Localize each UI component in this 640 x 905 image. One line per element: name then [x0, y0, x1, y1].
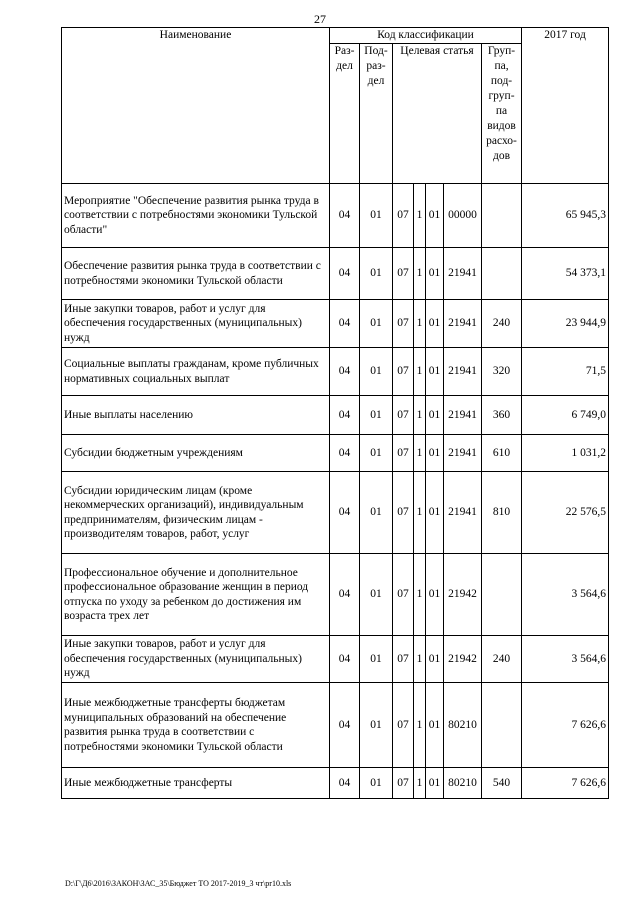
cell-cs1: 07: [393, 554, 414, 636]
cell-amount: 3 564,6: [522, 636, 609, 683]
cell-cs1: 07: [393, 636, 414, 683]
table-row: [62, 768, 609, 799]
cell-cs2: 1: [414, 435, 426, 472]
cell-cs4: 80210: [444, 768, 482, 799]
cell-podrazdel: 01: [360, 683, 393, 768]
cell-amount: 7 626,6: [522, 768, 609, 799]
cell-amount: 65 945,3: [522, 184, 609, 248]
cell-podrazdel: 01: [360, 184, 393, 248]
cell-name: Профессиональное обучение и дополнительное профессиональное образование женщин в период отпуска по уходу за ребенком до достижения им возраста трех лет: [62, 554, 330, 636]
header-name: Наименование: [62, 28, 330, 184]
cell-podrazdel: 01: [360, 300, 393, 348]
cell-cs2: 1: [414, 396, 426, 435]
table-row: [62, 396, 609, 435]
cell-podrazdel: 01: [360, 768, 393, 799]
header-subsection: Под- раз- дел: [360, 44, 393, 184]
cell-vid: 240: [482, 636, 522, 683]
cell-name: Социальные выплаты гражданам, кроме публичных нормативных социальных выплат: [62, 348, 330, 396]
cell-razdel: 04: [330, 683, 360, 768]
cell-podrazdel: 01: [360, 396, 393, 435]
table-row: [62, 435, 609, 472]
cell-cs3: 01: [426, 348, 444, 396]
cell-cs2: 1: [414, 184, 426, 248]
cell-name: Субсидии бюджетным учреждениям: [62, 435, 330, 472]
cell-razdel: 04: [330, 184, 360, 248]
cell-razdel: 04: [330, 636, 360, 683]
cell-amount: 22 576,5: [522, 472, 609, 554]
cell-cs2: 1: [414, 300, 426, 348]
cell-cs4: 21941: [444, 396, 482, 435]
header-year: 2017 год: [522, 28, 609, 184]
cell-amount: 7 626,6: [522, 683, 609, 768]
cell-cs2: 1: [414, 248, 426, 300]
table-body: [62, 184, 609, 799]
cell-cs2: 1: [414, 636, 426, 683]
table-row: [62, 184, 609, 248]
table-row: [62, 636, 609, 683]
cell-podrazdel: 01: [360, 636, 393, 683]
cell-razdel: 04: [330, 396, 360, 435]
cell-cs4: 21941: [444, 348, 482, 396]
cell-cs3: 01: [426, 636, 444, 683]
cell-vid: 360: [482, 396, 522, 435]
cell-cs1: 07: [393, 300, 414, 348]
cell-cs4: 21941: [444, 248, 482, 300]
cell-vid: 320: [482, 348, 522, 396]
cell-cs3: 01: [426, 396, 444, 435]
table-header: [62, 28, 609, 184]
cell-amount: 3 564,6: [522, 554, 609, 636]
cell-podrazdel: 01: [360, 248, 393, 300]
header-target: Целевая статья: [393, 44, 482, 184]
cell-vid: [482, 683, 522, 768]
cell-amount: 6 749,0: [522, 396, 609, 435]
cell-cs3: 01: [426, 554, 444, 636]
cell-cs1: 07: [393, 348, 414, 396]
cell-razdel: 04: [330, 300, 360, 348]
cell-vid: 540: [482, 768, 522, 799]
cell-cs4: 21941: [444, 300, 482, 348]
cell-vid: 610: [482, 435, 522, 472]
table-row: [62, 348, 609, 396]
cell-cs2: 1: [414, 554, 426, 636]
cell-name: Иные закупки товаров, работ и услуг для обеспечения государственных (муниципальных) нужд: [62, 300, 330, 348]
budget-table: [61, 27, 609, 799]
cell-cs1: 07: [393, 248, 414, 300]
cell-cs4: 21941: [444, 472, 482, 554]
cell-podrazdel: 01: [360, 435, 393, 472]
cell-cs4: 00000: [444, 184, 482, 248]
table-row: [62, 554, 609, 636]
cell-cs2: 1: [414, 472, 426, 554]
cell-cs3: 01: [426, 683, 444, 768]
cell-cs2: 1: [414, 348, 426, 396]
cell-cs3: 01: [426, 435, 444, 472]
table-row: [62, 472, 609, 554]
cell-vid: [482, 248, 522, 300]
cell-razdel: 04: [330, 768, 360, 799]
cell-razdel: 04: [330, 472, 360, 554]
cell-cs2: 1: [414, 683, 426, 768]
cell-cs4: 80210: [444, 683, 482, 768]
cell-cs2: 1: [414, 768, 426, 799]
cell-podrazdel: 01: [360, 554, 393, 636]
cell-vid: [482, 554, 522, 636]
cell-cs1: 07: [393, 472, 414, 554]
cell-cs1: 07: [393, 683, 414, 768]
table-row: [62, 683, 609, 768]
cell-name: Обеспечение развития рынка труда в соответствии с потребностями экономики Тульской области: [62, 248, 330, 300]
cell-amount: 23 944,9: [522, 300, 609, 348]
page-number: 27: [314, 12, 326, 26]
cell-cs3: 01: [426, 300, 444, 348]
cell-razdel: 04: [330, 248, 360, 300]
cell-cs1: 07: [393, 768, 414, 799]
cell-podrazdel: 01: [360, 472, 393, 554]
cell-razdel: 04: [330, 348, 360, 396]
cell-vid: 810: [482, 472, 522, 554]
cell-vid: 240: [482, 300, 522, 348]
cell-cs3: 01: [426, 472, 444, 554]
cell-cs4: 21942: [444, 554, 482, 636]
cell-amount: 54 373,1: [522, 248, 609, 300]
cell-name: Иные межбюджетные трансферты бюджетам муниципальных образований на обеспечение развития рынка труда в соответствии с потребностями экономики Тульской области: [62, 683, 330, 768]
table-row: [62, 248, 609, 300]
cell-cs1: 07: [393, 184, 414, 248]
cell-cs1: 07: [393, 435, 414, 472]
header-group: Груп- па, под- груп- па видов расхо- дов: [482, 44, 522, 184]
cell-vid: [482, 184, 522, 248]
footer-file-path: D:\Г\Д6\2016\ЗАКОН\ЗАС_35\Бюджет ТО 2017-2019_3 чт\рr10.xls: [65, 879, 292, 888]
header-section: Раз- дел: [330, 44, 360, 184]
cell-amount: 71,5: [522, 348, 609, 396]
cell-cs3: 01: [426, 184, 444, 248]
cell-cs1: 07: [393, 396, 414, 435]
cell-name: Иные закупки товаров, работ и услуг для обеспечения государственных (муниципальных) нужд: [62, 636, 330, 683]
header-code: Код классификации: [330, 28, 522, 44]
cell-cs3: 01: [426, 248, 444, 300]
table-row: [62, 300, 609, 348]
cell-name: Мероприятие "Обеспечение развития рынка труда в соответствии с потребностями экономики Тульской области": [62, 184, 330, 248]
cell-podrazdel: 01: [360, 348, 393, 396]
cell-cs3: 01: [426, 768, 444, 799]
cell-cs4: 21942: [444, 636, 482, 683]
cell-name: Субсидии юридическим лицам (кроме некоммерческих организаций), индивидуальным предпринимателям, физическим лицам - производителям товаров, работ, услуг: [62, 472, 330, 554]
cell-cs4: 21941: [444, 435, 482, 472]
cell-name: Иные выплаты населению: [62, 396, 330, 435]
cell-razdel: 04: [330, 554, 360, 636]
cell-name: Иные межбюджетные трансферты: [62, 768, 330, 799]
cell-amount: 1 031,2: [522, 435, 609, 472]
cell-razdel: 04: [330, 435, 360, 472]
